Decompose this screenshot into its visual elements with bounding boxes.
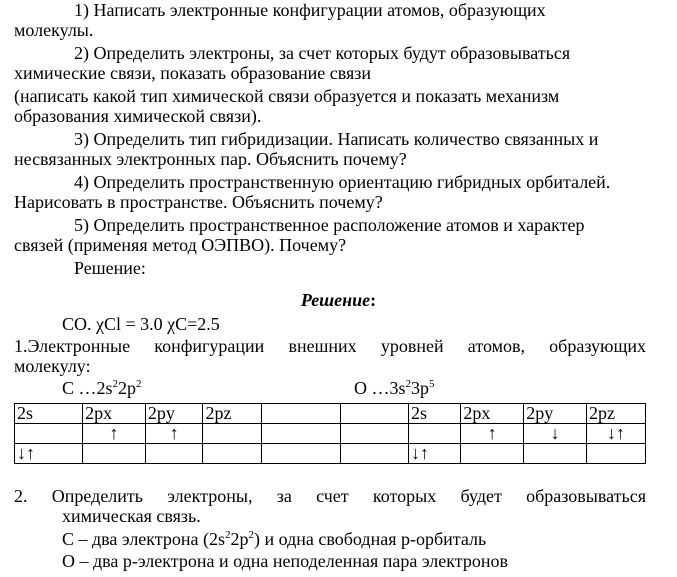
table-cell <box>262 424 341 444</box>
table-cell <box>461 444 524 464</box>
table-cell: 2pz <box>203 404 262 424</box>
table-cell <box>340 424 408 444</box>
task-5-line-1: 5) Определить пространственное расположение атомов и характер <box>74 215 585 235</box>
step-1-line-2: молекулу: <box>14 356 91 376</box>
step-2-line-3-c: ) и одна свободная p-орбиталь <box>254 529 487 549</box>
table-cell: 2px <box>83 404 146 424</box>
table-cell <box>145 444 203 464</box>
solution-title-text: Решение <box>300 290 371 310</box>
table-cell <box>203 444 262 464</box>
oxygen-cfg-a: O …3s <box>354 378 406 398</box>
table-cell: 2px <box>461 404 524 424</box>
task-2-line-1: 2) Определить электроны, за счет которых будут образовываться <box>74 43 571 63</box>
oxygen-cfg-sup1: 2 <box>405 378 412 390</box>
electron-arrow: ↑ <box>109 423 119 443</box>
step-2-line-3-b: 2p <box>230 529 249 549</box>
table-cell <box>587 444 646 464</box>
solution-title-colon: : <box>370 290 377 310</box>
electron-arrow: ↓↑ <box>607 423 625 443</box>
table-row-header <box>15 404 646 424</box>
table-cell <box>461 424 524 444</box>
table-cell <box>262 404 341 424</box>
table-cell <box>340 404 408 424</box>
electron-arrow: ↑ <box>169 423 179 443</box>
table-cell <box>83 444 146 464</box>
table-cell: ↓↑ <box>409 444 461 464</box>
solution-label-small: Решение: <box>74 258 146 278</box>
table-cell <box>524 444 587 464</box>
table-cell: ↓↑ <box>15 444 83 464</box>
table-cell <box>262 444 341 464</box>
task-4-line-2: Нарисовать в пространстве. Объяснить почему? <box>14 192 383 212</box>
molecule-line: CO. χCl = 3.0 χC=2.5 <box>62 314 220 334</box>
oxygen-cfg-b: 3p <box>411 378 430 398</box>
table-cell <box>145 424 203 444</box>
table-cell <box>409 424 461 444</box>
table-cell <box>83 424 146 444</box>
carbon-cfg-a: C …2s <box>62 378 113 398</box>
electron-arrow: ↑ <box>487 423 497 443</box>
oxygen-cfg-sup2: 5 <box>429 378 435 390</box>
orbital-table <box>14 403 646 464</box>
step-2-line-1: 2. Определить электроны, за счет которых будет образовываться <box>14 486 646 506</box>
table-cell <box>587 424 646 444</box>
step-2-line-3-sup1: 2 <box>225 529 231 541</box>
task-1-line-1: 1) Написать электронные конфигурации атомов, образующих <box>74 0 546 20</box>
table-cell <box>203 424 262 444</box>
table-cell: 2s <box>409 404 461 424</box>
task-5-line-2: связей (применяя метод ОЭПВО). Почему? <box>14 235 347 255</box>
table-cell: 2py <box>145 404 203 424</box>
table-cell <box>340 444 408 464</box>
task-4-line-1: 4) Определить пространственную ориентацию гибридных орбиталей. <box>74 172 611 192</box>
carbon-cfg-sup2: 2 <box>136 378 142 390</box>
step-2-line-2: химическая связь. <box>62 506 201 526</box>
task-1-line-2: молекулы. <box>14 20 94 40</box>
table-row-electrons <box>15 424 646 444</box>
table-cell: 2pz <box>587 404 646 424</box>
solution-title <box>0 289 677 311</box>
step-2-line-4: O – два p-электрона и одна неподеленная пара электронов <box>62 551 508 571</box>
step-1-line-1: 1.Электронные конфигурации внешних уровней атомов, образующих <box>14 336 646 356</box>
table-cell <box>524 424 587 444</box>
table-cell: 2py <box>524 404 587 424</box>
table-cell: 2s <box>15 404 83 424</box>
task-2-line-4: образования химической связи). <box>14 106 262 126</box>
carbon-cfg-sup1: 2 <box>112 378 119 390</box>
task-3-line-2: несвязанных электронных пар. Объяснить почему? <box>14 149 407 169</box>
carbon-configuration <box>62 378 142 398</box>
table-row-pairs <box>15 444 646 464</box>
carbon-cfg-b: 2p <box>118 378 137 398</box>
task-2-line-3: (написать какой тип химической связи образуется и показать механизм <box>14 86 560 106</box>
table-cell <box>15 424 83 444</box>
oxygen-configuration <box>354 378 435 398</box>
electron-arrow: ↓ <box>550 423 560 443</box>
task-2-line-2: химические связи, показать образование связи <box>14 63 372 83</box>
step-2-line-3-sup2: 2 <box>248 529 255 541</box>
step-2-line-3 <box>62 529 486 549</box>
task-3-line-1: 3) Определить тип гибридизации. Написать количество связанных и <box>74 129 599 149</box>
step-2-line-3-a: C – два электрона (2s <box>62 529 226 549</box>
